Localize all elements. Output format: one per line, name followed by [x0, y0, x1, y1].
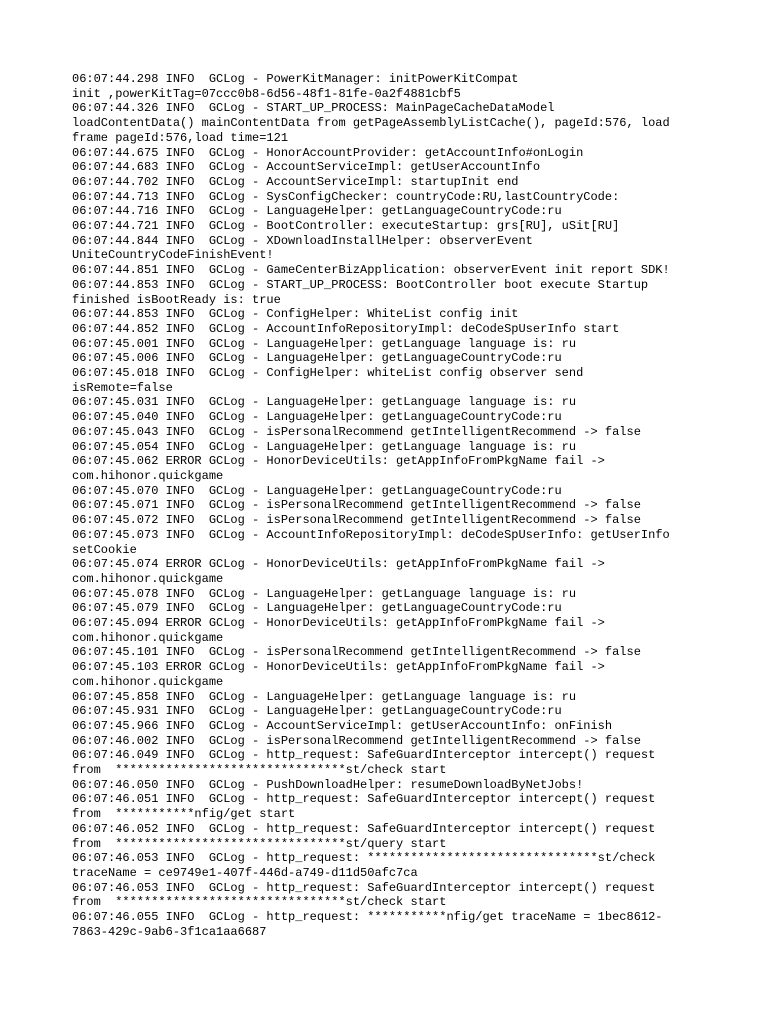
log-line: 06:07:45.101 INFO GCLog - isPersonalRecommend getIntelligentRecommend -> false	[72, 645, 641, 660]
log-line: 06:07:45.054 INFO GCLog - LanguageHelper: getLanguage language is: ru	[72, 439, 577, 454]
log-line: 06:07:45.079 INFO GCLog - LanguageHelper: getLanguageCountryCode:ru	[72, 601, 562, 616]
log-line: 06:07:45.074 ERROR GCLog - HonorDeviceUtils: getAppInfoFromPkgName fail ->	[72, 557, 605, 572]
log-line: isRemote=false	[72, 380, 173, 395]
log-line: 06:07:44.326 INFO GCLog - START_UP_PROCESS: MainPageCacheDataModel	[72, 101, 555, 116]
log-line: 06:07:45.071 INFO GCLog - isPersonalRecommend getIntelligentRecommend -> false	[72, 498, 641, 513]
log-line: UniteCountryCodeFinishEvent!	[72, 248, 274, 263]
log-line: init ,powerKitTag=07ccc0b8-6d56-48f1-81fe-0a2f4881cbf5	[72, 86, 461, 101]
log-line: 06:07:45.031 INFO GCLog - LanguageHelper: getLanguage language is: ru	[72, 395, 577, 410]
log-line: 06:07:46.002 INFO GCLog - isPersonalRecommend getIntelligentRecommend -> false	[72, 733, 641, 748]
log-line: 06:07:46.053 INFO GCLog - http_request: ********************************st/check	[72, 851, 656, 866]
log-line: 06:07:46.050 INFO GCLog - PushDownloadHelper: resumeDownloadByNetJobs!	[72, 777, 584, 792]
log-line: setCookie	[72, 542, 137, 557]
log-line: 06:07:46.055 INFO GCLog - http_request: ***********nfig/get traceName = 1bec8612-	[72, 910, 663, 925]
log-line: 06:07:46.049 INFO GCLog - http_request: SafeGuardInterceptor intercept() request	[72, 748, 656, 763]
log-line: 06:07:45.073 INFO GCLog - AccountInfoRepositoryImpl: deCodeSpUserInfo: getUserInfo	[72, 527, 670, 542]
log-line: 06:07:44.852 INFO GCLog - AccountInfoRepositoryImpl: deCodeSpUserInfo start	[72, 321, 620, 336]
log-line: 06:07:44.853 INFO GCLog - START_UP_PROCESS: BootController boot execute Startup	[72, 277, 649, 292]
log-text-block	[72, 72, 712, 939]
log-line: 06:07:44.853 INFO GCLog - ConfigHelper: WhiteList config init	[72, 307, 519, 322]
log-line: 06:07:45.006 INFO GCLog - LanguageHelper: getLanguageCountryCode:ru	[72, 351, 562, 366]
log-line: 06:07:45.018 INFO GCLog - ConfigHelper: whiteList config observer send	[72, 366, 584, 381]
log-line: 7863-429c-9ab6-3f1ca1aa6687	[72, 924, 267, 939]
log-line: com.hihonor.quickgame	[72, 674, 224, 689]
log-line: 06:07:45.094 ERROR GCLog - HonorDeviceUtils: getAppInfoFromPkgName fail ->	[72, 616, 605, 631]
log-line: 06:07:44.298 INFO GCLog - PowerKitManager: initPowerKitCompat	[72, 72, 519, 86]
log-line: 06:07:45.858 INFO GCLog - LanguageHelper: getLanguage language is: ru	[72, 689, 577, 704]
log-line: com.hihonor.quickgame	[72, 468, 224, 483]
log-line: 06:07:44.851 INFO GCLog - GameCenterBizApplication: observerEvent init report SDK!	[72, 263, 670, 278]
log-line: 06:07:45.043 INFO GCLog - isPersonalRecommend getIntelligentRecommend -> false	[72, 424, 641, 439]
log-line: 06:07:45.931 INFO GCLog - LanguageHelper: getLanguageCountryCode:ru	[72, 704, 562, 719]
log-line: 06:07:45.040 INFO GCLog - LanguageHelper: getLanguageCountryCode:ru	[72, 410, 562, 425]
log-line: frame pageId:576,load time=121	[72, 130, 289, 145]
log-line: com.hihonor.quickgame	[72, 630, 224, 645]
log-line: 06:07:45.966 INFO GCLog - AccountServiceImpl: getUserAccountInfo: onFinish	[72, 718, 613, 733]
log-line: traceName = ce9749e1-407f-446d-a749-d11d50afc7ca	[72, 865, 418, 880]
log-line: loadContentData() mainContentData from getPageAssemblyListCache(), pageId:576, load	[72, 116, 670, 131]
log-line: 06:07:45.103 ERROR GCLog - HonorDeviceUtils: getAppInfoFromPkgName fail ->	[72, 660, 605, 675]
log-line: 06:07:44.702 INFO GCLog - AccountServiceImpl: startupInit end	[72, 174, 519, 189]
log-line: 06:07:45.070 INFO GCLog - LanguageHelper: getLanguageCountryCode:ru	[72, 483, 562, 498]
log-line: com.hihonor.quickgame	[72, 571, 224, 586]
log-line: 06:07:44.721 INFO GCLog - BootController: executeStartup: grs[RU], uSit[RU]	[72, 219, 620, 234]
log-line: 06:07:44.716 INFO GCLog - LanguageHelper: getLanguageCountryCode:ru	[72, 204, 562, 219]
log-line: from ***********nfig/get start	[72, 807, 296, 822]
log-line: 06:07:45.078 INFO GCLog - LanguageHelper: getLanguage language is: ru	[72, 586, 577, 601]
log-line: from ********************************st/check start	[72, 895, 447, 910]
log-line: 06:07:46.051 INFO GCLog - http_request: SafeGuardInterceptor intercept() request	[72, 792, 656, 807]
log-line: 06:07:46.053 INFO GCLog - http_request: SafeGuardInterceptor intercept() request	[72, 880, 656, 895]
log-line: 06:07:45.001 INFO GCLog - LanguageHelper: getLanguage language is: ru	[72, 336, 577, 351]
log-line: 06:07:44.844 INFO GCLog - XDownloadInstallHelper: observerEvent	[72, 233, 533, 248]
log-line: 06:07:44.683 INFO GCLog - AccountServiceImpl: getUserAccountInfo	[72, 160, 541, 175]
log-line: 06:07:45.072 INFO GCLog - isPersonalRecommend getIntelligentRecommend -> false	[72, 513, 641, 528]
log-line: finished isBootReady is: true	[72, 292, 281, 307]
log-line: 06:07:44.713 INFO GCLog - SysConfigChecker: countryCode:RU,lastCountryCode:	[72, 189, 620, 204]
log-line: 06:07:44.675 INFO GCLog - HonorAccountProvider: getAccountInfo#onLogin	[72, 145, 584, 160]
log-line: from ********************************st/query start	[72, 836, 447, 851]
log-line: from ********************************st/check start	[72, 763, 447, 778]
log-line: 06:07:46.052 INFO GCLog - http_request: SafeGuardInterceptor intercept() request	[72, 821, 656, 836]
log-line: 06:07:45.062 ERROR GCLog - HonorDeviceUtils: getAppInfoFromPkgName fail ->	[72, 454, 605, 469]
